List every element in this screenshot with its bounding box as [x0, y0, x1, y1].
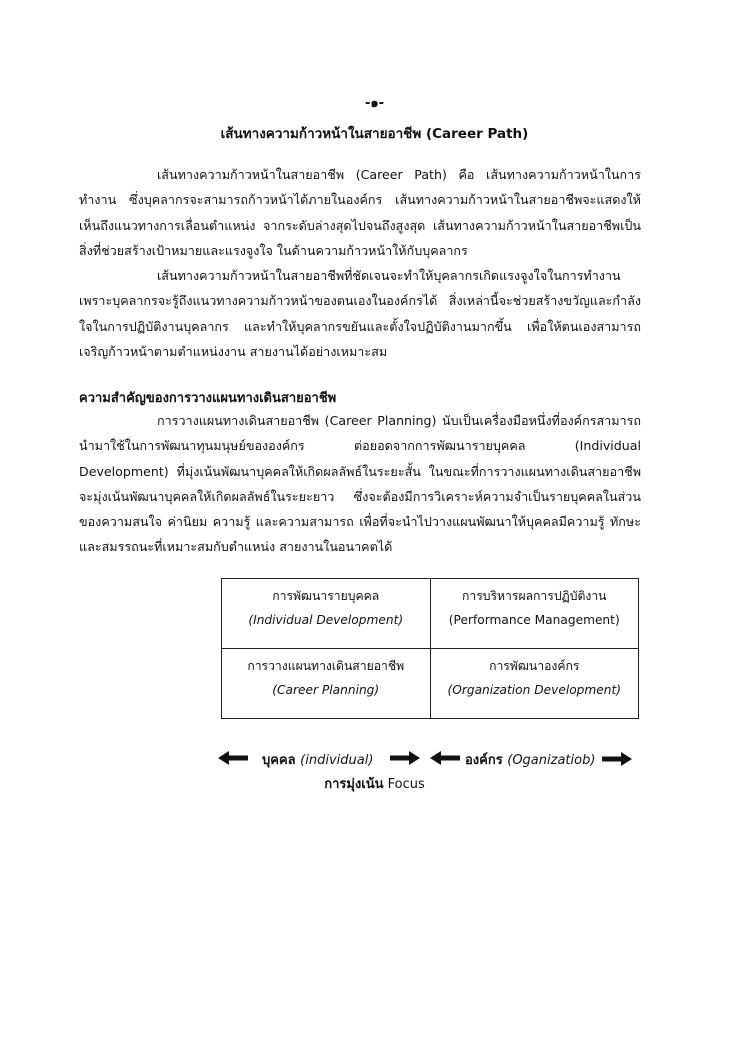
development-matrix: [221, 578, 639, 719]
page-title: เส้นทางความก้าวหน้าในสายอาชีพ (Career Path): [220, 126, 529, 142]
axis-label-english: (individual): [300, 753, 374, 768]
matrix-cell-performance-management: [430, 579, 639, 649]
axis-label-thai: องค์กร: [465, 753, 503, 768]
paragraph-text: การวางแผนทางเดินสายอาชีพ (Career Planning) นับเป็นเครื่องมือหนึ่งที่องค์กรสามารถนำมาใช้ในการพัฒนาทุนมนุษย์ขององค์กร ต่อยอดจากการพัฒนารายบุคคล (Individual Development) ที่มุ่งเน้นพัฒนาบุคคลให้เกิดผลลัพธ์ในระยะสั้น ในขณะที่การวางแผนทางเดินสายอาชีพ จะมุ่งเน้นพัฒนาบุคคลให้เกิดผลลัพธ์ในระยะยาว ซึ่งจะต้องมีการวิเคราะห์ความจำเป็นรายบุคคลในส่วนของความสนใจ ค่านิยม ความรู้ และความสามารถ เพื่อที่จะนำไปวางแผนพัฒนาให้บุคคลมีความรู้ ทักษะ และสมรรถนะที่เหมาะสมกับตำแหน่ง สายงานในอนาคตได้: [79, 413, 641, 555]
axis-label-individual: [262, 749, 373, 770]
arrow-left-icon: [430, 751, 460, 765]
matrix-cell-english: (Individual Development): [248, 613, 404, 627]
matrix-cell-career-planning: [222, 649, 431, 719]
arrow-right-icon: [602, 752, 632, 766]
matrix-cell-english: (Performance Management): [448, 613, 620, 627]
matrix-cell-english: (Career Planning): [272, 683, 380, 697]
matrix-cell-individual-development: [222, 579, 431, 649]
paragraph-text: เส้นทางความก้าวหน้าในสายอาชีพ (Career Path) คือ เส้นทางความก้าวหน้าในการทำงาน ซึ่งบุคลากรจะสามารถก้าวหน้าได้ภายในองค์กร เส้นทางความก้าวหน้าในสายอาชีพจะแสดงให้เห็นถึงแนวทางการเลื่อนตำแหน่ง จากระดับล่างสุดไปจนถึงสูงสุด เส้นทางความก้าวหน้าในสายอาชีพเป็นสิ่งที่ช่วยสร้างเป้าหมายและแรงจูงใจ ในด้านความก้าวหน้าให้กับบุคลากร: [79, 167, 641, 258]
paragraph-career-planning-importance: [79, 408, 641, 560]
matrix-cell-thai: การบริหารผลการปฏิบัติงาน: [461, 589, 607, 603]
focus-label-thai: การมุ่งเน้น: [324, 777, 384, 792]
section-heading: ความสำคัญของการวางแผนทางเดินสายอาชีพ: [79, 391, 337, 406]
page-number: -๑-: [364, 96, 385, 111]
matrix-cell-organization-development: [430, 649, 639, 719]
focus-caption: [0, 773, 749, 794]
matrix-cell-thai: การพัฒนาองค์กร: [489, 659, 580, 673]
matrix-cell-english: (Organization Development): [447, 683, 622, 697]
arrow-right-icon: [390, 751, 420, 765]
arrow-left-icon: [218, 751, 248, 765]
axis-label-thai: บุคคล: [262, 753, 296, 768]
axis-label-organization: [465, 749, 595, 770]
paragraph-text: เส้นทางความก้าวหน้าในสายอาชีพที่ชัดเจนจะทำให้บุคลากรเกิดแรงจูงใจในการทำงาน เพราะบุคลากรจะรู้ถึงแนวทางความก้าวหน้าของตนเองในองค์กรได้ สิ่งเหล่านี้จะช่วยสร้างขวัญและกำลังใจในการปฏิบัติงานบุคลากร และทำให้บุคลากรขยันและตั้งใจปฏิบัติงานมากขึ้น เพื่อให้ตนเองสามารถเจริญก้าวหน้าตามตำแหน่งงาน สายงานได้อย่างเหมาะสม: [79, 268, 641, 359]
matrix-cell-thai: การพัฒนารายบุคคล: [272, 589, 380, 603]
axis-label-english: (Oganizatiob): [507, 753, 596, 768]
matrix-cell-thai: การวางแผนทางเดินสายอาชีพ: [247, 659, 405, 673]
focus-label-english: Focus: [387, 777, 425, 792]
paragraph-career-path-definition: [79, 162, 641, 263]
paragraph-career-path-benefits: [79, 263, 641, 364]
